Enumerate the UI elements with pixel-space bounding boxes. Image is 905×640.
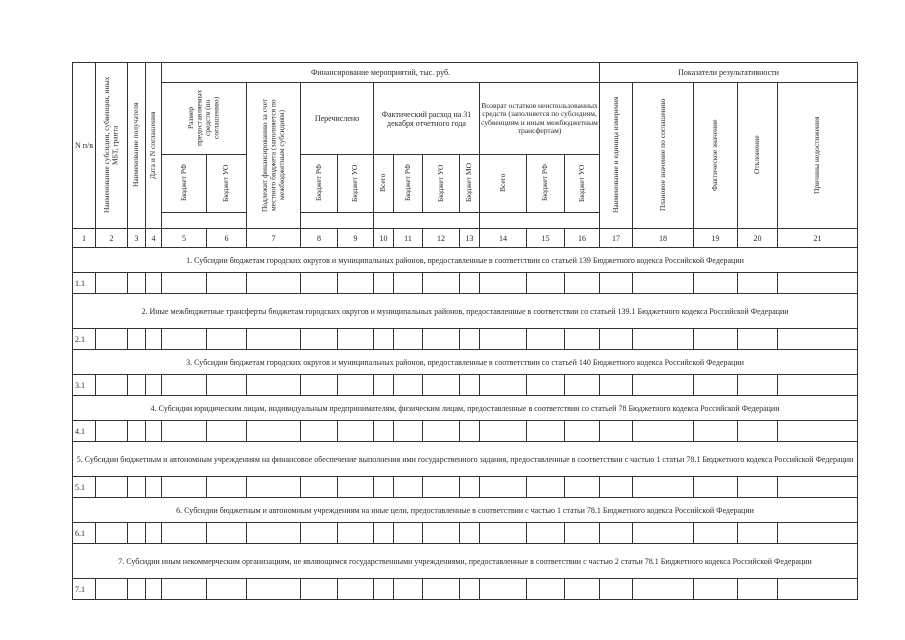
table-row [73, 579, 858, 600]
table-row [73, 477, 858, 498]
column-number: 9 [338, 229, 374, 248]
col-name-header: Наименование субсидии, субвенции, иных МБТ, гранта [96, 63, 128, 229]
column-number: 2 [96, 229, 128, 248]
column-number: 8 [301, 229, 338, 248]
refund-rf-header: Бюджет РФ [527, 155, 565, 213]
column-number: 14 [480, 229, 527, 248]
column-number: 13 [460, 229, 480, 248]
table-row [73, 421, 858, 442]
actual-mo-header: Бюджет МО [460, 155, 480, 213]
actual-rf-header: Бюджет РФ [394, 155, 423, 213]
column-number: 11 [394, 229, 423, 248]
actual-uo-header: Бюджет УО [423, 155, 460, 213]
section-row [73, 442, 858, 477]
actual-total-header: Всего [374, 155, 394, 213]
column-number: 1 [73, 229, 96, 248]
section-row [73, 396, 858, 421]
section-title: 4. Субсидии юридическим лицам, индивидуальным предпринимателям, физическим лицам, предоставленные в соответствии со статьей 78 Бюджетного кодекса Российской Федерации [73, 396, 858, 421]
column-number: 18 [633, 229, 694, 248]
section-row [73, 350, 858, 375]
row-number: 5.1 [73, 477, 96, 498]
row-number: 3.1 [73, 375, 96, 396]
col-n-header: N п/в [73, 63, 96, 229]
column-number: 6 [207, 229, 247, 248]
column-number: 12 [423, 229, 460, 248]
column-numbers-row [73, 229, 858, 248]
column-number: 21 [778, 229, 858, 248]
section-title: 1. Субсидии бюджетам городских округов и муниципальных районов, предоставленные в соответствии со статьей 139 Бюджетного кодекса Российской Федерации [73, 248, 858, 273]
report-table [72, 62, 858, 600]
indicator-name-header: Наименование и единица измерения [600, 83, 633, 229]
refund-header: Возврат остатков неиспользованных средств (заполняется по субсидиям, субвенциям и иным межбюджетным трансфертам) [480, 83, 600, 155]
col-date-header: Дата и N соглашения [146, 63, 162, 229]
column-number: 3 [128, 229, 146, 248]
col-recipient-header: Наименование получателя [128, 63, 146, 229]
refund-budget-header: Бюджет УО [565, 155, 600, 213]
reasons-header: Причины недостижения [778, 83, 858, 229]
header-row-2 [73, 83, 858, 155]
table-row [73, 329, 858, 350]
section-title: 6. Субсидии бюджетным и автономным учреждениям на иные цели, предоставленные в соответствии с частью 1 статьи 78.1 Бюджетного кодекса Российской Федерации [73, 498, 858, 523]
size-group-header: Размер предоставляемых средств (по соглашению) [162, 83, 247, 155]
refund-total-header: Всего [480, 155, 527, 213]
row-number: 2.1 [73, 329, 96, 350]
row-number: 7.1 [73, 579, 96, 600]
column-number: 17 [600, 229, 633, 248]
column-number: 5 [162, 229, 207, 248]
section-title: 7. Субсидии иным некоммерческим организациям, не являющимся государственными учреждениями, предоставленные в соответствии с частью 2 статьи 78.1 Бюджетного кодекса Российской Федерации [73, 544, 858, 579]
row-number: 1.1 [73, 273, 96, 294]
column-number: 7 [247, 229, 301, 248]
transferred-header: Перечислено [301, 83, 374, 155]
table-row [73, 273, 858, 294]
planned-value-header: Плановое значение по соглашению [633, 83, 694, 229]
deviation-header: Отклонение [738, 83, 778, 229]
column-number: 10 [374, 229, 394, 248]
section-row [73, 498, 858, 523]
column-number: 16 [565, 229, 600, 248]
table-row [73, 375, 858, 396]
cofinancing-header: Подлежит финансированию за счет местного бюджета (заполняется по межбюджетным субсидиям) [247, 83, 301, 229]
row-number: 6.1 [73, 523, 96, 544]
budget-uo-header: Бюджет УО [207, 155, 247, 213]
section-row [73, 544, 858, 579]
transferred-uo-header: Бюджет УО [338, 155, 374, 213]
actual-expense-header: Фактический расход на 31 декабря отчетного года [374, 83, 480, 155]
section-row [73, 294, 858, 329]
section-title: 2. Иные межбюджетные трансферты бюджетам городских округов и муниципальных районов, предоставленные в соответствии со статьей 139.1 Бюджетного кодекса Российской Федерации [73, 294, 858, 329]
transferred-rf-header: Бюджет РФ [301, 155, 338, 213]
results-header: Показатели результативности [600, 63, 858, 83]
table-row [73, 523, 858, 544]
column-number: 4 [146, 229, 162, 248]
column-number: 20 [738, 229, 778, 248]
header-row-1 [73, 63, 858, 83]
section-row [73, 248, 858, 273]
factual-value-header: Фактическое значение [694, 83, 738, 229]
budget-rf-header: Бюджет РФ [162, 155, 207, 213]
column-number: 19 [694, 229, 738, 248]
column-number: 15 [527, 229, 565, 248]
financing-header: Финансирование мероприятий, тыс. руб. [162, 63, 600, 83]
row-number: 4.1 [73, 421, 96, 442]
section-title: 5. Субсидии бюджетным и автономным учреждениям на финансовое обеспечение выполнения ими государственного задания, предоставленные в соответствии с частью 1 статьи 78.1 Бюджетного кодекса Российской Федерации [73, 442, 858, 477]
section-title: 3. Субсидии бюджетам городских округов и муниципальных районов, предоставленные в соответствии со статьей 140 Бюджетного кодекса Российской Федерации [73, 350, 858, 375]
